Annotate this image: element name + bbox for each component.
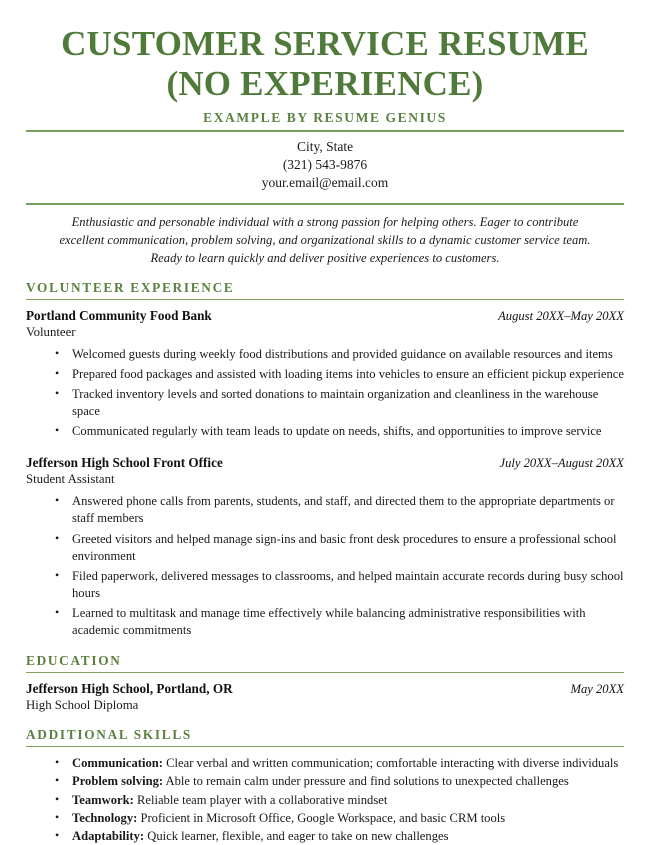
list-item xyxy=(26,828,624,845)
skill-label: Problem solving: xyxy=(72,774,164,789)
contact-email[interactable]: your.email@email.com xyxy=(261,175,389,190)
page-title-line-2: (NO EXPERIENCE) xyxy=(166,63,484,103)
experience-role: Volunteer xyxy=(26,324,76,339)
list-item xyxy=(26,810,624,827)
contact-block xyxy=(26,132,624,199)
resume-header xyxy=(26,0,624,205)
page-subtitle: EXAMPLE BY RESUME GENIUS xyxy=(203,110,447,126)
skill-label: Teamwork: xyxy=(72,792,134,807)
education-entry-header xyxy=(26,681,624,697)
section-divider-additional-skills xyxy=(26,746,624,747)
experience-bullet-list xyxy=(26,493,624,639)
section-divider-volunteer-experience xyxy=(26,299,624,300)
skill-label: Adaptability: xyxy=(72,828,145,843)
list-item: • Welcomed guests during weekly food distributions and provided guidance on available resources and items xyxy=(26,346,624,363)
experience-organization: Portland Community Food Bank xyxy=(26,307,212,323)
list-item: • Filed paperwork, delivered messages to classrooms, and helped maintain accurate records during busy school hours xyxy=(26,568,624,602)
list-item: • Learned to multitask and manage time effectively while balancing administrative responsibilities with academic commitments xyxy=(26,605,624,639)
section-education xyxy=(26,653,624,713)
skill-label: Communication: xyxy=(72,756,163,771)
list-item: • Prepared food packages and assisted with loading items into vehicles to ensure an efficient pickup experience xyxy=(26,366,624,383)
skill-text: Able to remain calm under pressure and find solutions to unexpected challenges xyxy=(163,774,569,789)
experience-entry xyxy=(26,455,624,639)
skill-text: Proficient in Microsoft Office, Google Workspace, and basic CRM tools xyxy=(137,810,506,825)
experience-entry-header xyxy=(26,308,624,324)
education-date: May 20XX xyxy=(570,682,624,697)
skill-text: Quick learner, flexible, and eager to take on new challenges xyxy=(144,828,449,843)
section-additional-skills xyxy=(26,727,624,845)
section-title-volunteer-experience: VOLUNTEER EXPERIENCE xyxy=(26,279,235,295)
list-item: • Communicated regularly with team leads to update on needs, shifts, and opportunities to improve service xyxy=(26,423,624,440)
experience-date: August 20XX–May 20XX xyxy=(498,308,624,323)
skill-text: Clear verbal and written communication; comfortable interacting with diverse individuals xyxy=(162,756,619,771)
professional-summary: Enthusiastic and personable individual with a strong passion for helping others. Eager to contribute excellent communication, problem solving, and organizational skills to a dynamic customer service team. Ready to learn quickly and deliver positive experiences to customers. xyxy=(59,214,591,266)
education-school: Jefferson High School, Portland, OR xyxy=(26,681,233,697)
contact-phone[interactable]: (321) 543-9876 xyxy=(282,157,368,173)
section-divider-education xyxy=(26,672,624,673)
experience-date: July 20XX–August 20XX xyxy=(499,456,624,471)
list-item xyxy=(26,755,624,772)
experience-entry-header xyxy=(26,455,624,471)
list-item xyxy=(26,792,624,809)
page-title-line-1: CUSTOMER SERVICE RESUME xyxy=(61,24,589,63)
section-title-education: EDUCATION xyxy=(26,653,122,669)
skills-list xyxy=(26,755,624,845)
contact-location: City, State xyxy=(296,139,354,155)
page-title xyxy=(26,24,624,103)
list-item xyxy=(26,773,624,790)
skill-text: Reliable team player with a collaborative mindset xyxy=(133,792,388,807)
list-item: • Greeted visitors and helped manage sign-ins and basic front desk procedures to ensure a professional school environment xyxy=(26,531,624,565)
section-volunteer-experience xyxy=(26,280,624,640)
list-item: • Tracked inventory levels and sorted donations to maintain organization and cleanliness in the warehouse space xyxy=(26,386,624,420)
list-item: • Answered phone calls from parents, students, and staff, and directed them to the appropriate departments or staff members xyxy=(26,493,624,527)
experience-entry xyxy=(26,308,624,441)
experience-bullet-list xyxy=(26,346,624,441)
skill-label: Technology: xyxy=(72,810,138,825)
education-degree: High School Diploma xyxy=(26,698,139,713)
section-title-additional-skills: ADDITIONAL SKILLS xyxy=(26,727,192,743)
experience-organization: Jefferson High School Front Office xyxy=(26,455,223,471)
experience-role: Student Assistant xyxy=(26,472,115,487)
education-entry xyxy=(26,681,624,713)
